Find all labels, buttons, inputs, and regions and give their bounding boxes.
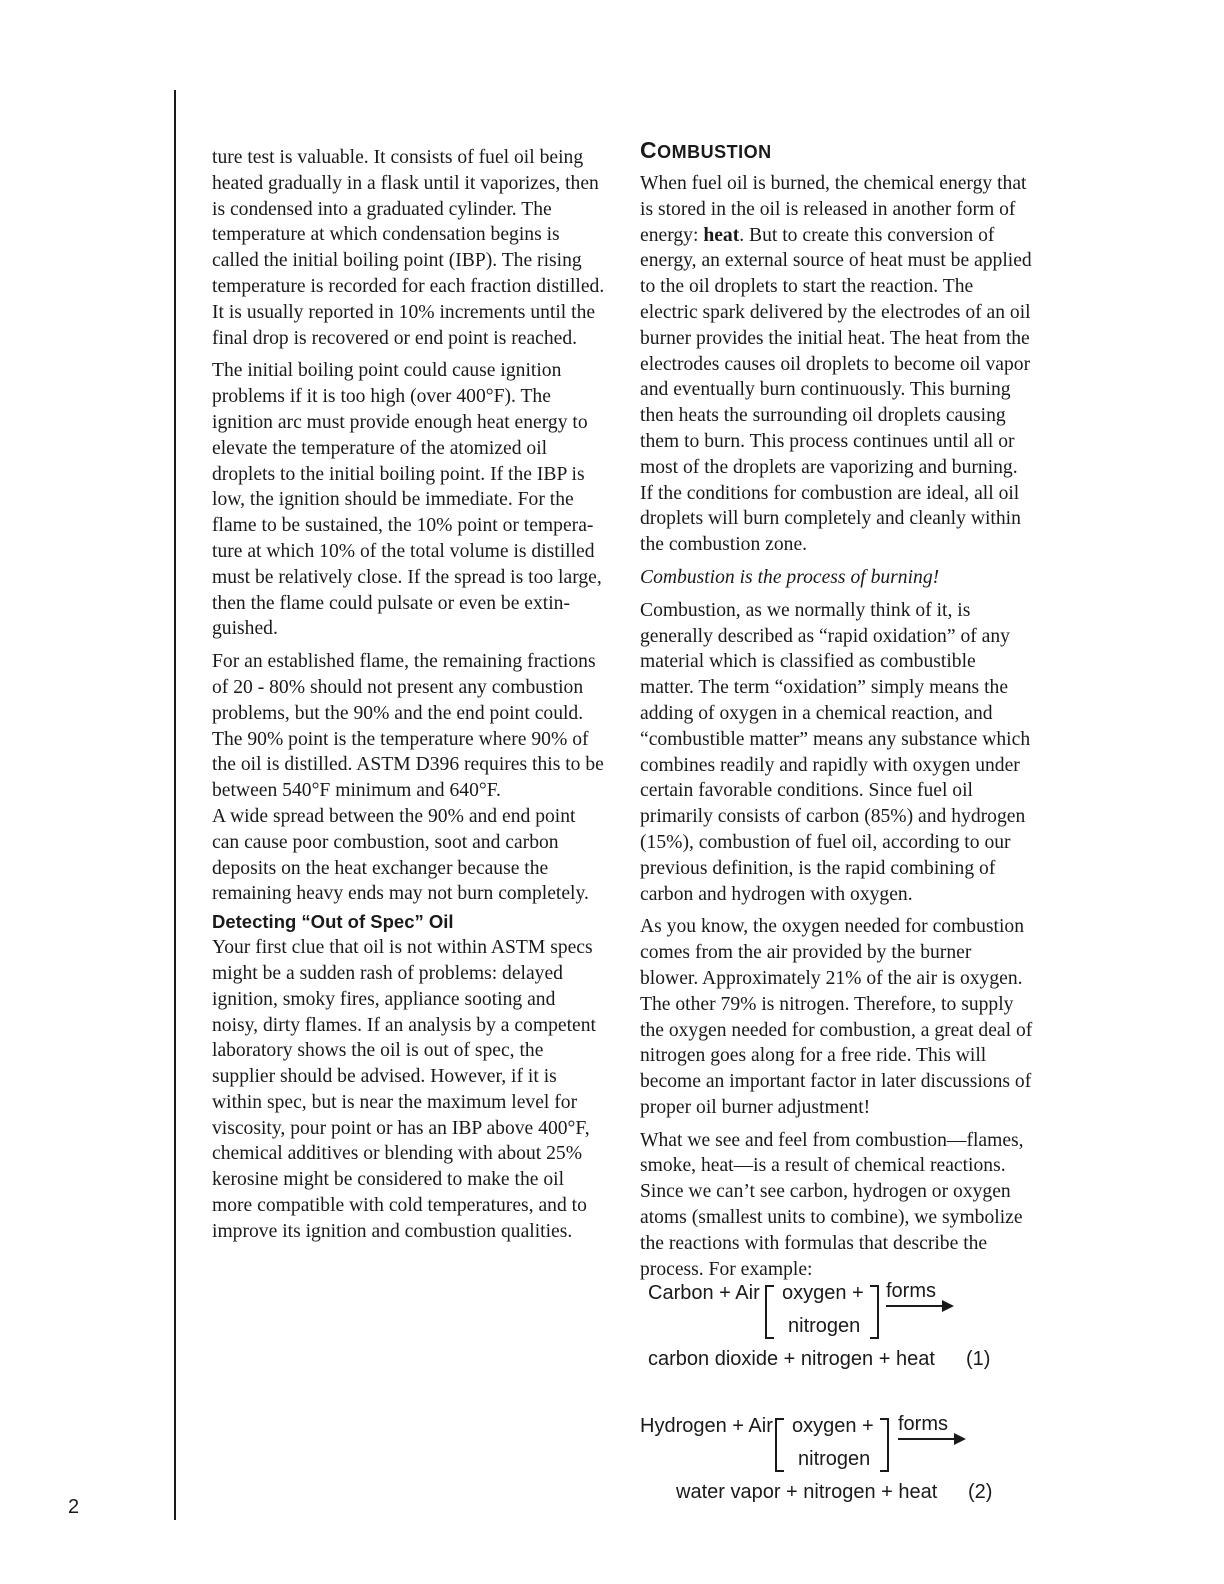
text-line: As you know, the oxygen needed for combustion: [640, 916, 1025, 938]
text-line: electric spark delivered by the electrodes of an oil: [640, 301, 1031, 323]
text-line: carbon and hydrogen with oxygen.: [640, 883, 913, 905]
text-line: droplets to the initial boiling point. If the IBP is: [212, 463, 585, 485]
text-line: Combustion, as we normally think of it, is: [640, 599, 971, 621]
text-line: What we see and feel from combustion—flames,: [640, 1129, 1024, 1151]
text-line: most of the droplets are vaporizing and burning.: [640, 456, 1018, 478]
heading-initial: C: [640, 137, 658, 163]
text-line: The initial boiling point could cause ignition: [212, 360, 562, 382]
text-line: material which is classified as combustible: [640, 651, 976, 673]
arrow-label: forms: [898, 1413, 948, 1435]
italic-note: [640, 565, 1040, 591]
text-line: then the flame could pulsate or even be extin-: [212, 592, 570, 614]
paragraph-established-flame: [212, 649, 612, 907]
text-line: matter. The term “oxidation” simply means the: [640, 677, 1009, 699]
formula-lhs: Hydrogen + Air: [640, 1415, 773, 1437]
text-line: (15%), combustion of fuel oil, according to our: [640, 831, 1011, 853]
paragraph-out-of-spec: [212, 935, 612, 1245]
text-line: elevate the temperature of the atomized oil: [212, 437, 548, 459]
text-line: blower. Approximately 21% of the air is oxygen.: [640, 967, 1023, 989]
text-line: Since we can’t see carbon, hydrogen or oxygen: [640, 1181, 1011, 1203]
text-line: might be a sudden rash of problems: delayed: [212, 962, 563, 984]
text-line: droplets will burn completely and cleanly within: [640, 508, 1021, 530]
text-line: improve its ignition and combustion qualities.: [212, 1220, 573, 1242]
italic-combustion-definition: Combustion is the process of burning!: [640, 566, 940, 588]
text-line: then heats the surrounding oil droplets causing: [640, 405, 1006, 427]
text-line: become an important factor in later discussions of: [640, 1071, 1032, 1093]
left-bracket: [775, 1418, 784, 1472]
text-line: previous definition, is the rapid combining of: [640, 857, 996, 879]
formula-carbon: [648, 1280, 1028, 1390]
text-line: primarily consists of carbon (85%) and hydrogen: [640, 806, 1026, 828]
text-line: is stored in the oil is released in another form of: [640, 198, 1016, 220]
text-line: more compatible with cold temperatures, and to: [212, 1195, 587, 1217]
text-line: the oxygen needed for combustion, a great deal of: [640, 1019, 1033, 1041]
text-line: ignition arc must provide enough heat energy to: [212, 411, 588, 433]
formula-number: (2): [968, 1481, 993, 1503]
text-line: A wide spread between the 90% and end point: [212, 805, 576, 827]
paragraph-distillation: [212, 145, 612, 351]
formula-number: (1): [966, 1348, 991, 1370]
bracket-bottom-text: nitrogen: [788, 1315, 861, 1337]
text-line: combines readily and rapidly with oxygen under: [640, 754, 1020, 776]
text-line: Your first clue that oil is not within ASTM specs: [212, 937, 593, 959]
text-line: If the conditions for combustion are ideal, all oil: [640, 482, 1020, 504]
formula-hydrogen: [640, 1413, 1020, 1523]
text-line: ture test is valuable. It consists of fuel oil being: [212, 147, 584, 168]
text-line: noisy, dirty flames. If an analysis by a competent: [212, 1014, 596, 1036]
text-line: ture at which 10% of the total volume is distilled: [212, 540, 595, 562]
text-line: deposits on the heat exchanger because the: [212, 857, 549, 879]
right-bracket: [870, 1285, 879, 1339]
bold-heat: heat: [703, 224, 740, 246]
text-line: called the initial boiling point (IBP). The rising: [212, 250, 582, 272]
text-line: of 20 - 80% should not present any combustion: [212, 676, 584, 698]
arrow-icon: [886, 1305, 948, 1307]
formula-result: water vapor + nitrogen + heat: [676, 1481, 938, 1503]
bracket-bottom-text: nitrogen: [798, 1448, 871, 1470]
text-line: energy, an external source of heat must be applied: [640, 250, 1032, 272]
text-line: certain favorable conditions. Since fuel oil: [640, 780, 973, 802]
text-line: For an established flame, the remaining fractions: [212, 651, 596, 673]
left-column: [212, 145, 612, 1252]
text-line: and eventually burn continuously. This burning: [640, 379, 1011, 401]
text-line: problems if it is too high (over 400°F). The: [212, 386, 551, 408]
text-line: atoms (smallest units to combine), we symbolize: [640, 1207, 1023, 1229]
text-fragment: energy:: [640, 224, 704, 246]
text-line: process. For example:: [640, 1258, 813, 1280]
text-line: heated gradually in a flask until it vaporizes, then: [212, 172, 599, 194]
text-line: temperature is recorded for each fraction distilled.: [212, 275, 605, 297]
heading-rest: OMBUSTION: [657, 142, 772, 162]
text-line: to the oil droplets to start the reaction. The: [640, 276, 974, 298]
text-fragment: . But to create this conversion of: [739, 224, 995, 246]
text-line: When fuel oil is burned, the chemical energy that: [640, 173, 1027, 194]
arrow-label: forms: [886, 1280, 936, 1302]
subheading-out-of-spec: Detecting “Out of Spec” Oil: [212, 911, 454, 933]
text-line: the reactions with formulas that describe the: [640, 1232, 988, 1254]
text-line: smoke, heat—is a result of chemical reactions.: [640, 1155, 1006, 1177]
paragraph-initial-boiling-point: [212, 358, 612, 642]
paragraph-chemical-reactions: [640, 1128, 1040, 1283]
text-line: them to burn. This process continues until all or: [640, 430, 1015, 452]
bracket-top-text: oxygen +: [782, 1282, 864, 1304]
section-heading-combustion: [640, 137, 772, 164]
text-line: adding of oxygen in a chemical reaction, and: [640, 702, 993, 724]
text-line: the oil is distilled. ASTM D396 requires this to be: [212, 754, 604, 776]
formula-result: carbon dioxide + nitrogen + heat: [648, 1348, 935, 1370]
text-line: remaining heavy ends may not burn completely.: [212, 883, 589, 905]
right-column: [640, 171, 1040, 1289]
paragraph-rapid-oxidation: [640, 598, 1040, 908]
text-line: comes from the air provided by the burner: [640, 942, 972, 964]
bracket-top-text: oxygen +: [792, 1415, 874, 1437]
text-line: electrodes causes oil droplets to become oil vapor: [640, 353, 1031, 375]
text-line: within spec, but is near the maximum level for: [212, 1091, 578, 1113]
text-line: low, the ignition should be immediate. For the: [212, 489, 574, 511]
text-line: The 90% point is the temperature where 90% of: [212, 728, 589, 750]
text-line: flame to be sustained, the 10% point or tempera-: [212, 515, 594, 537]
text-line: kerosine might be considered to make the oil: [212, 1169, 565, 1191]
text-line: supplier should be advised. However, if it is: [212, 1066, 557, 1088]
left-bracket: [765, 1285, 774, 1339]
text-line: can cause poor combustion, soot and carbon: [212, 831, 559, 853]
text-line: chemical additives or blending with about 25%: [212, 1143, 583, 1165]
text-line: guished.: [212, 618, 278, 640]
text-line: It is usually reported in 10% increments until the: [212, 301, 596, 323]
text-line: problems, but the 90% and the end point could.: [212, 702, 584, 724]
text-line: final drop is recovered or end point is reached.: [212, 327, 578, 349]
page-number: 2: [68, 1496, 80, 1518]
text-line: must be relatively close. If the spread is too large,: [212, 566, 602, 588]
right-bracket: [880, 1418, 889, 1472]
text-line: ignition, smoky fires, appliance sooting and: [212, 988, 556, 1010]
text-line: viscosity, pour point or has an IBP above 400°F,: [212, 1117, 590, 1139]
text-line: generally described as “rapid oxidation” of any: [640, 625, 1010, 647]
text-line: The other 79% is nitrogen. Therefore, to supply: [640, 993, 1014, 1015]
paragraph-oxygen-air: [640, 914, 1040, 1120]
text-line: laboratory shows the oil is out of spec, the: [212, 1040, 544, 1062]
text-line: burner provides the initial heat. The heat from the: [640, 327, 1030, 349]
text-line: “combustible matter” means any substance which: [640, 728, 1031, 750]
text-line: the combustion zone.: [640, 534, 808, 556]
formula-lhs: Carbon + Air: [648, 1282, 760, 1304]
paragraph-fuel-oil-burned: [640, 171, 1040, 558]
text-line: temperature at which condensation begins is: [212, 224, 560, 246]
text-line: is condensed into a graduated cylinder. The: [212, 198, 552, 220]
text-line: between 540°F minimum and 640°F.: [212, 780, 501, 802]
text-line: [640, 223, 1040, 249]
arrow-icon: [898, 1438, 960, 1440]
text-line: proper oil burner adjustment!: [640, 1096, 871, 1118]
margin-rule: [174, 90, 176, 1520]
text-line: nitrogen goes along for a free ride. This will: [640, 1045, 987, 1067]
